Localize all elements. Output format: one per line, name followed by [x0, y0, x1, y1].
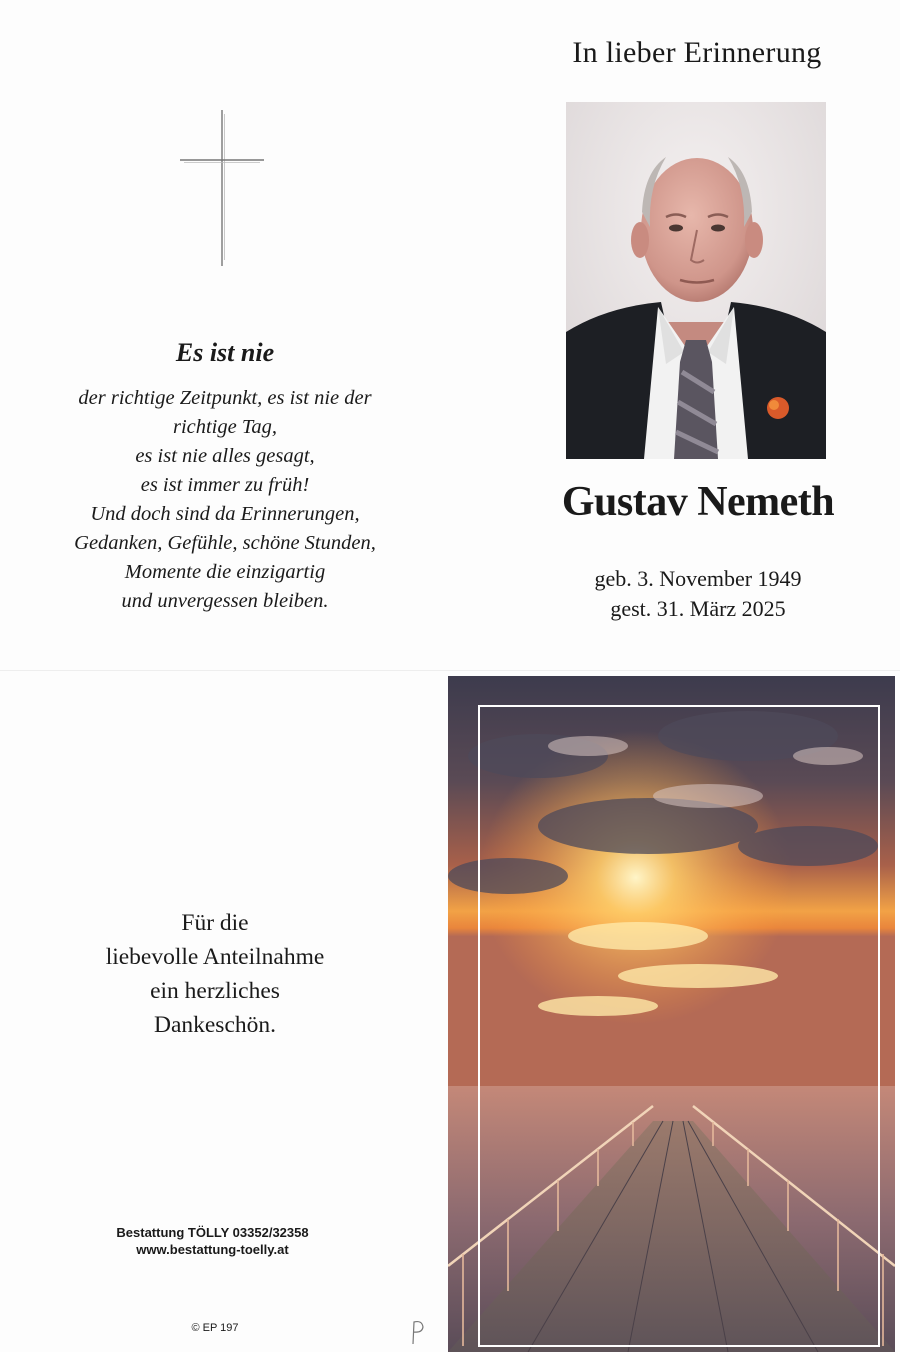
poem-line: es ist nie alles gesagt, — [135, 445, 315, 467]
life-dates — [540, 564, 856, 624]
death-date: gest. 31. März 2025 — [610, 596, 786, 621]
deceased-name: Gustav Nemeth — [561, 479, 835, 525]
birth-date: geb. 3. November 1949 — [594, 566, 802, 591]
poem-line: Gedanken, Gefühle, schöne Stunden, — [74, 532, 376, 554]
portrait-photo — [566, 102, 826, 459]
poem-line: Momente die einzigartig — [124, 561, 326, 583]
thanks-line: liebevolle Anteilnahme — [105, 944, 325, 970]
poem-line: Und doch sind da Erinnerungen, — [90, 503, 360, 525]
funeral-home-info — [60, 1224, 365, 1258]
poem-title: Es ist nie — [175, 338, 275, 367]
thanks-line: Für die — [181, 910, 249, 936]
copyright-note: © EP 197 — [191, 1322, 239, 1334]
poem-line: der richtige Zeitpunkt, es ist nie der — [78, 387, 372, 409]
thanks-line: ein herzliches — [150, 978, 280, 1004]
funeral-home-website: www.bestattung-toelly.at — [136, 1242, 289, 1257]
signature-mark — [408, 1318, 428, 1346]
funeral-home-name: Bestattung TÖLLY 03352/32358 — [116, 1225, 309, 1240]
sunset-pier-image — [448, 676, 895, 1352]
memorial-heading: In lieber Erinnerung — [572, 36, 822, 69]
poem-line: richtige Tag, — [172, 416, 278, 438]
thanks-text — [40, 906, 390, 1042]
thanks-line: Dankeschön. — [153, 1012, 277, 1038]
poem-line: und unvergessen bleiben. — [121, 590, 329, 612]
fold-line — [0, 670, 900, 671]
cross-icon — [180, 110, 264, 266]
poem-text — [20, 384, 430, 616]
poem-line: es ist immer zu früh! — [140, 474, 310, 496]
